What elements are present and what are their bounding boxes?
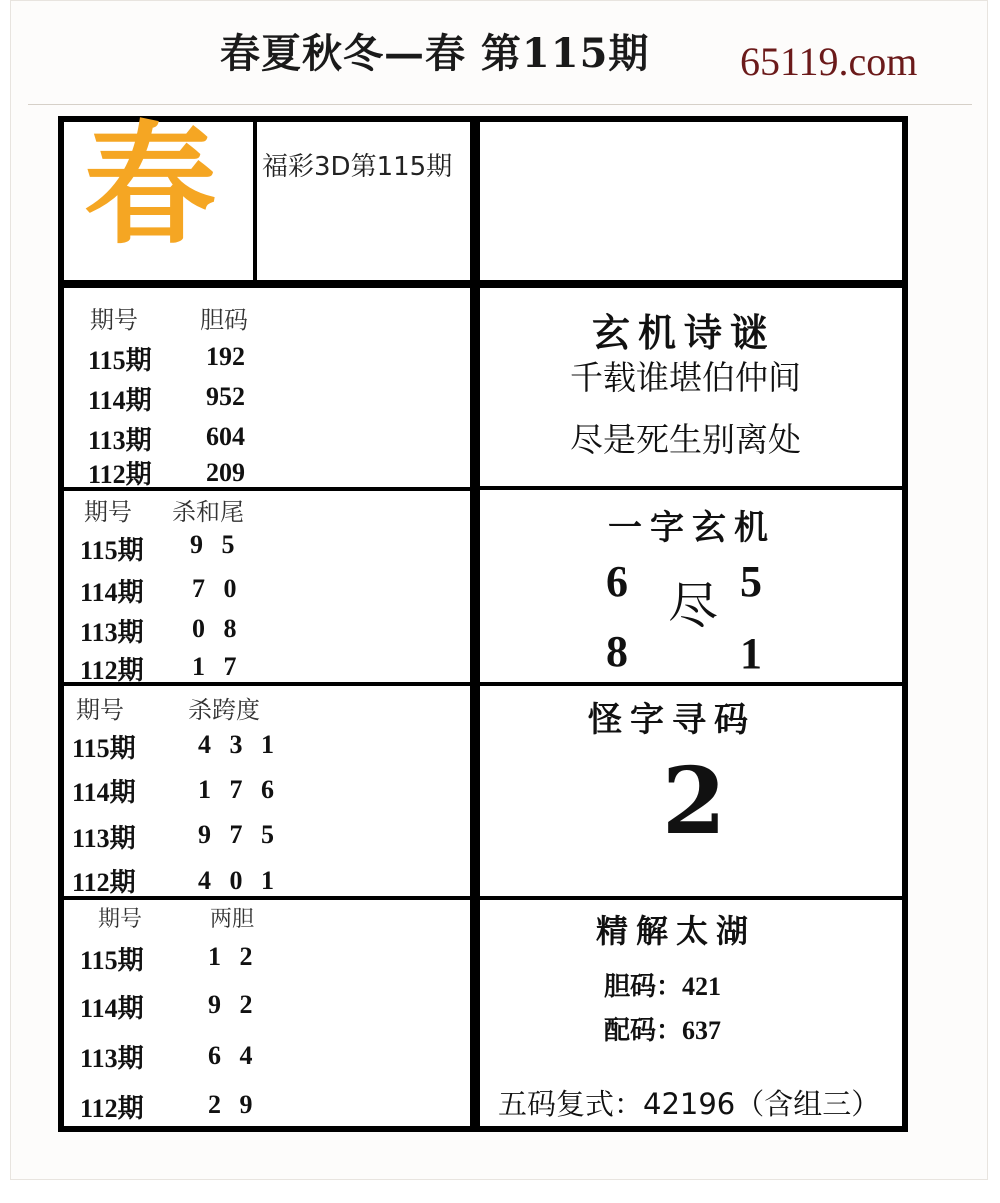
taihu-pei-value: 637 (682, 1016, 722, 1045)
taihu-dan-value: 421 (682, 972, 722, 1001)
center-divider (470, 116, 480, 1132)
span-col-value: 杀跨度 (188, 696, 260, 724)
two-dan-row-issue: 115期 (80, 946, 144, 975)
two-dan-row-issue: 113期 (80, 1044, 144, 1073)
span-row-value: 4 0 1 (198, 866, 280, 895)
one-char-bottom-left: 8 (606, 627, 628, 676)
poem-line-1: 千载谁堪伯仲间 (570, 358, 801, 397)
taihu-dan-label: 胆码： (604, 972, 683, 1002)
dan-col-value: 胆码 (200, 306, 248, 334)
two-dan-row-issue: 114期 (80, 994, 144, 1023)
issue-label: 福彩3D第115期 (262, 152, 453, 182)
one-char-top-right: 5 (740, 557, 762, 606)
taihu-pei-line (604, 1010, 721, 1047)
dan-row-issue: 113期 (88, 426, 152, 455)
two-dan-col-issue: 期号 (98, 907, 143, 932)
sum-tail-col-value: 杀和尾 (172, 498, 244, 526)
two-dan-col-value: 两胆 (210, 907, 255, 932)
strange-glyph: 2 (662, 747, 727, 855)
two-dan-row-value: 6 4 (208, 1041, 259, 1070)
taihu-dan-line (604, 966, 721, 1003)
page-title: 春夏秋冬—春 第115期 (220, 30, 650, 77)
poem-line-2: 尽是死生别离处 (570, 420, 801, 459)
row-divider-right-2 (480, 486, 902, 490)
site-domain[interactable]: 65119.com (740, 39, 918, 84)
taihu-compound: 五码复式：42196（含组三） (498, 1087, 881, 1121)
sum-tail-row-issue: 115期 (80, 536, 144, 565)
sum-tail-row-value: 7 0 (192, 574, 243, 603)
sum-tail-row-value: 9 5 (190, 530, 241, 559)
one-char-top-left: 6 (606, 557, 628, 606)
dan-row-issue: 115期 (88, 346, 152, 375)
span-row-issue: 115期 (72, 734, 136, 763)
strange-title: 怪字寻码 (588, 700, 756, 740)
row-divider-1 (64, 280, 902, 288)
span-row-issue: 112期 (72, 868, 136, 897)
span-row-value: 9 7 5 (198, 820, 280, 849)
one-char-title: 一字玄机 (608, 508, 776, 548)
taihu-title: 精解太湖 (596, 912, 757, 950)
two-dan-row-value: 2 9 (208, 1090, 259, 1119)
dan-row-value: 209 (206, 458, 245, 487)
sum-tail-row-value: 0 8 (192, 614, 243, 643)
one-char-bottom-right: 1 (740, 629, 762, 678)
row-divider-right-3 (480, 682, 902, 686)
logo-divider (253, 122, 257, 282)
span-row-issue: 114期 (72, 778, 136, 807)
sum-tail-row-value: 1 7 (192, 652, 243, 681)
header-divider (28, 104, 972, 105)
taihu-pei-label: 配码： (604, 1016, 683, 1046)
poem-title: 玄机诗谜 (592, 310, 777, 355)
sum-tail-row-issue: 112期 (80, 656, 144, 685)
two-dan-row-issue: 112期 (80, 1094, 144, 1123)
dan-row-value: 604 (206, 422, 245, 451)
span-row-issue: 113期 (72, 824, 136, 853)
sum-tail-col-issue: 期号 (84, 498, 132, 526)
span-row-value: 1 7 6 (198, 775, 280, 804)
sum-tail-row-issue: 114期 (80, 578, 144, 607)
lottery-board (58, 108, 908, 1132)
two-dan-row-value: 1 2 (208, 942, 259, 971)
dan-row-value: 952 (206, 382, 245, 411)
span-col-issue: 期号 (76, 696, 124, 724)
dan-col-issue: 期号 (90, 306, 138, 334)
two-dan-row-value: 9 2 (208, 990, 259, 1019)
one-char-center: 尽 (668, 577, 718, 635)
dan-row-issue: 112期 (88, 460, 152, 489)
season-char: 春 (84, 108, 216, 263)
dan-row-value: 192 (206, 342, 245, 371)
sum-tail-row-issue: 113期 (80, 618, 144, 647)
dan-row-issue: 114期 (88, 386, 152, 415)
span-row-value: 4 3 1 (198, 730, 280, 759)
row-divider-right-4 (480, 896, 902, 900)
